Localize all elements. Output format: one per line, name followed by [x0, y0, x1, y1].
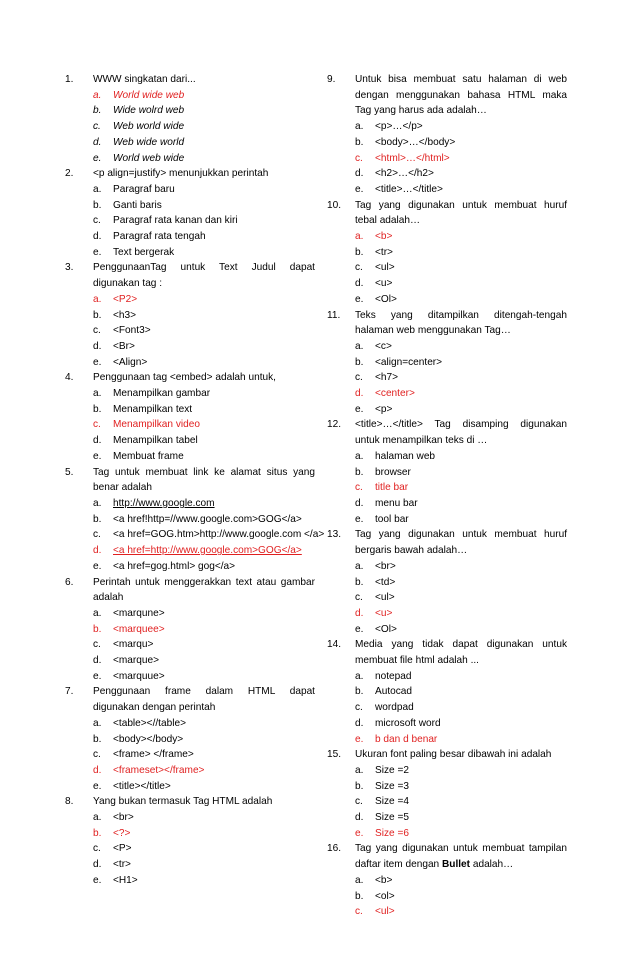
- option-letter: d.: [93, 859, 102, 871]
- option-text: <marqu>: [113, 639, 154, 651]
- answer-option: [65, 527, 325, 543]
- option-text: <u>: [375, 607, 393, 619]
- option-letter: c.: [355, 482, 363, 494]
- answer-option: [65, 213, 315, 229]
- left-column: [65, 72, 325, 889]
- question-text: [355, 841, 567, 872]
- answer-option: [65, 653, 315, 669]
- option-text: halaman web: [375, 450, 436, 462]
- option-letter: b.: [355, 686, 364, 698]
- option-text: Size =3: [375, 780, 409, 792]
- answer-option: [65, 873, 315, 889]
- option-text: <Font3>: [113, 325, 151, 337]
- option-letter: c.: [93, 639, 101, 651]
- option-letter: d.: [93, 340, 102, 352]
- question-number: 5.: [65, 466, 74, 478]
- answer-option: [327, 575, 567, 591]
- answer-option: [65, 402, 315, 418]
- question-number: 14.: [327, 639, 342, 651]
- option-letter: d.: [355, 388, 364, 400]
- option-letter: e.: [355, 827, 364, 839]
- option-text: Membuat frame: [113, 450, 184, 462]
- answer-option: [327, 622, 567, 638]
- option-letter: b.: [355, 136, 364, 148]
- answer-option: [65, 355, 315, 371]
- option-text: <?>: [113, 827, 131, 839]
- option-letter: a.: [93, 812, 102, 824]
- question-number: 16.: [327, 843, 342, 855]
- option-text: Size =4: [375, 796, 409, 808]
- answer-option-correct: [65, 543, 315, 559]
- answer-option: [327, 402, 567, 418]
- answer-option-correct: [327, 480, 567, 496]
- option-letter: c.: [355, 592, 363, 604]
- answer-option-correct: [65, 88, 315, 104]
- answer-option: [65, 433, 315, 449]
- question-item: [65, 260, 315, 291]
- option-letter: e.: [93, 246, 102, 258]
- question-number: 4.: [65, 372, 74, 384]
- answer-option-correct: [327, 904, 567, 920]
- option-letter: d.: [93, 655, 102, 667]
- option-letter: e.: [355, 513, 364, 525]
- option-text: Menampilkan text: [113, 403, 193, 415]
- question-item: [65, 166, 315, 182]
- answer-option: [65, 229, 315, 245]
- option-letter: b.: [93, 623, 102, 635]
- answer-option-correct: [327, 732, 567, 748]
- option-letter: a.: [355, 764, 364, 776]
- option-letter: a.: [355, 231, 364, 243]
- question-text: WWW singkatan dari...: [93, 74, 196, 85]
- option-letter: a.: [93, 293, 102, 305]
- option-text: <tr>: [113, 859, 131, 871]
- option-text: <ul>: [375, 592, 395, 604]
- question-text: Tag untuk membuat link ke alamat situs yang benar adalah: [93, 466, 315, 494]
- answer-option: [65, 559, 315, 575]
- option-letter: c.: [93, 749, 101, 761]
- question-text: Penggunaan frame dalam HTML dapat digunakan dengan perintah: [93, 686, 315, 714]
- answer-option-correct: [65, 763, 315, 779]
- answer-option: [327, 684, 567, 700]
- option-letter: a.: [355, 121, 364, 133]
- answer-option: [327, 889, 567, 905]
- answer-option: [327, 449, 567, 465]
- option-letter: b.: [93, 513, 102, 525]
- answer-option: [327, 119, 567, 135]
- option-text: Paragraf rata kanan dan kiri: [113, 215, 238, 227]
- option-text: <marqune>: [113, 607, 165, 619]
- answer-option: [65, 606, 315, 622]
- option-text: <title>…</title>: [375, 183, 443, 195]
- question-number: 10.: [327, 199, 342, 211]
- question-text: <title>…</title> Tag disamping digunakan untuk menampilkan teks di …: [355, 419, 567, 447]
- option-text: <b>: [375, 874, 393, 886]
- option-letter: c.: [93, 121, 101, 133]
- answer-option: [65, 857, 315, 873]
- option-text: <td>: [375, 576, 396, 588]
- answer-option: [65, 716, 315, 732]
- option-text: Ganti baris: [113, 199, 162, 211]
- option-letter: c.: [355, 702, 363, 714]
- option-letter: c.: [355, 262, 363, 274]
- option-text: <a href=gog.html> gog</a>: [113, 560, 236, 572]
- option-letter: b.: [93, 733, 102, 745]
- option-text: Paragraf rata tengah: [113, 231, 206, 243]
- option-text: notepad: [375, 670, 412, 682]
- question-number: 1.: [65, 74, 74, 85]
- option-text: Wide wolrd web: [113, 105, 185, 117]
- option-text: <tr>: [375, 246, 393, 258]
- answer-option: [327, 292, 567, 308]
- option-text: Menampilkan gambar: [113, 388, 211, 400]
- answer-option: [327, 559, 567, 575]
- question-number: 6.: [65, 576, 74, 588]
- option-text: <title></title>: [113, 780, 171, 792]
- answer-option-correct: [327, 386, 567, 402]
- question-number: 7.: [65, 686, 74, 698]
- option-letter: e.: [93, 560, 102, 572]
- option-letter: b.: [93, 403, 102, 415]
- question-item: [327, 747, 567, 763]
- option-text: tool bar: [375, 513, 409, 525]
- option-letter: d.: [355, 168, 364, 180]
- option-text: Size =5: [375, 812, 409, 824]
- option-text: menu bar: [375, 497, 418, 509]
- option-letter: e.: [93, 356, 102, 368]
- option-text: <h2>…</h2>: [375, 168, 434, 180]
- option-letter: c.: [355, 152, 363, 164]
- answer-option: [327, 779, 567, 795]
- option-letter: d.: [355, 607, 364, 619]
- question-number: 8.: [65, 796, 74, 808]
- option-letter: a.: [93, 388, 102, 400]
- answer-option-correct: [327, 151, 567, 167]
- option-letter: c.: [355, 372, 363, 384]
- question-text: <p align=justify> menunjukkan perintah: [93, 168, 269, 180]
- option-text: <Align>: [113, 356, 148, 368]
- question-text: Perintah untuk menggerakkan text atau gambar adalah: [93, 576, 315, 604]
- option-letter: a.: [93, 183, 102, 195]
- option-letter: a.: [355, 874, 364, 886]
- option-letter: e.: [93, 152, 102, 164]
- option-letter: d.: [355, 717, 364, 729]
- question-text: Penggunaan tag <embed> adalah untuk,: [93, 372, 276, 384]
- option-text: <Ol>: [375, 293, 397, 305]
- answer-option: [65, 151, 315, 167]
- question-text-bold: Bullet: [441, 859, 471, 871]
- question-item: [327, 72, 567, 119]
- option-text: <table><//table>: [113, 717, 186, 729]
- question-text: Untuk bisa membuat satu halaman di web dengan menggunakan bahasa HTML maka Tag yang harus ada adalah…: [355, 74, 567, 117]
- answer-option: [327, 276, 567, 292]
- answer-option: [65, 308, 315, 324]
- option-text: <P2>: [113, 293, 138, 305]
- option-letter: d.: [93, 435, 102, 447]
- option-letter: b.: [93, 827, 102, 839]
- option-letter: d.: [355, 812, 364, 824]
- answer-option: [327, 260, 567, 276]
- question-number: 3.: [65, 262, 74, 274]
- option-letter: a.: [355, 450, 364, 462]
- option-letter: b.: [355, 780, 364, 792]
- option-letter: a.: [355, 340, 364, 352]
- option-text: <center>: [375, 388, 415, 400]
- option-letter: b.: [355, 466, 364, 478]
- option-text: <p>…</p>: [375, 121, 423, 133]
- question-number: 11.: [327, 309, 341, 321]
- option-letter: b.: [93, 309, 102, 321]
- option-letter: a.: [93, 89, 102, 101]
- option-text: <br>: [113, 812, 134, 824]
- option-text: <body>…</body>: [375, 136, 456, 148]
- answer-option: [327, 339, 567, 355]
- option-text: <a href=GOG.htm>http://www.google.com </a>: [113, 529, 325, 541]
- option-letter: c.: [355, 906, 363, 918]
- option-letter: b.: [355, 890, 364, 902]
- option-letter: d.: [93, 764, 102, 776]
- question-item: [65, 370, 315, 386]
- option-letter: e.: [355, 403, 364, 415]
- question-item: [65, 575, 315, 606]
- option-letter: e.: [355, 293, 364, 305]
- option-text: <h7>: [375, 372, 399, 384]
- option-text: <a href!http=//www.google.com>GOG</a>: [113, 513, 302, 525]
- option-text: <marque>: [113, 655, 160, 667]
- answer-option: [327, 245, 567, 261]
- option-letter: e.: [93, 450, 102, 462]
- answer-option-correct: [327, 606, 567, 622]
- answer-option: [65, 245, 315, 261]
- option-link: <a href=http://www.google.com>GOG</a>: [113, 545, 302, 557]
- answer-option: [327, 669, 567, 685]
- answer-option: [65, 182, 315, 198]
- option-text: Paragraf baru: [113, 183, 175, 195]
- answer-option: [327, 716, 567, 732]
- answer-option-correct: [65, 622, 315, 638]
- answer-option: [65, 747, 315, 763]
- option-letter: e.: [93, 670, 102, 682]
- option-letter: e.: [355, 623, 364, 635]
- answer-option: [327, 465, 567, 481]
- option-text: <align=center>: [375, 356, 443, 368]
- option-text: <H1>: [113, 874, 138, 886]
- option-text: <ul>: [375, 906, 395, 918]
- option-text: <Ol>: [375, 623, 397, 635]
- option-letter: a.: [355, 670, 364, 682]
- option-letter: d.: [355, 278, 364, 290]
- option-letter: a.: [93, 717, 102, 729]
- question-number: 9.: [327, 74, 336, 85]
- option-text: <body></body>: [113, 733, 184, 745]
- option-text: <marquee>: [113, 623, 165, 635]
- answer-option: [327, 590, 567, 606]
- option-text: World wide web: [113, 89, 185, 101]
- option-letter: b.: [93, 105, 102, 117]
- question-item: [327, 308, 567, 339]
- answer-option: [327, 182, 567, 198]
- answer-option: [65, 339, 315, 355]
- option-letter: a.: [93, 607, 102, 619]
- option-text: <u>: [375, 278, 393, 290]
- option-text: <c>: [375, 340, 392, 352]
- question-number: 12.: [327, 419, 342, 431]
- option-letter: d.: [93, 136, 102, 148]
- answer-option: [65, 119, 315, 135]
- question-text-part: adalah…: [470, 859, 514, 871]
- answer-option: [65, 386, 315, 402]
- option-text: Web wide world: [113, 136, 185, 148]
- answer-option-correct: [327, 826, 567, 842]
- option-text: Autocad: [375, 686, 413, 698]
- option-text: Size =6: [375, 827, 409, 839]
- option-letter: d.: [355, 497, 364, 509]
- answer-option: [327, 700, 567, 716]
- answer-option: [65, 103, 315, 119]
- question-text: Yang bukan termasuk Tag HTML adalah: [93, 796, 273, 808]
- answer-option: [327, 166, 567, 182]
- option-letter: e.: [355, 183, 364, 195]
- option-text: <marquue>: [113, 670, 165, 682]
- question-text: Teks yang ditampilkan ditengah-tengah halaman web menggunakan Tag…: [355, 309, 567, 337]
- option-letter: c.: [93, 529, 101, 541]
- option-text: <frame> </frame>: [113, 749, 194, 761]
- option-text: <ul>: [375, 262, 395, 274]
- answer-option: [65, 637, 315, 653]
- question-text: Ukuran font paling besar dibawah ini adalah: [355, 749, 552, 761]
- question-text: Tag yang digunakan untuk membuat huruf tebal adalah…: [355, 199, 567, 227]
- option-letter: b.: [93, 199, 102, 211]
- option-letter: b.: [355, 356, 364, 368]
- answer-option: [327, 763, 567, 779]
- answer-option: [327, 810, 567, 826]
- answer-option: [327, 135, 567, 151]
- answer-option: [327, 355, 567, 371]
- option-letter: d.: [93, 231, 102, 243]
- answer-option: [65, 198, 315, 214]
- question-number: 15.: [327, 749, 342, 761]
- option-letter: c.: [355, 796, 363, 808]
- option-text: <br>: [375, 560, 396, 572]
- question-text: Tag yang digunakan untuk membuat huruf bergaris bawah adalah…: [355, 529, 567, 557]
- answer-option: [65, 512, 315, 528]
- option-letter: e.: [93, 874, 102, 886]
- answer-option: [65, 732, 315, 748]
- option-text: <p>: [375, 403, 393, 415]
- option-letter: d.: [93, 545, 102, 557]
- option-letter: b.: [355, 576, 364, 588]
- option-text: <b>: [375, 231, 393, 243]
- question-item: [327, 198, 567, 229]
- option-text: <ol>: [375, 890, 395, 902]
- answer-option-correct: [65, 292, 315, 308]
- option-text: <Br>: [113, 340, 135, 352]
- option-letter: e.: [355, 733, 364, 745]
- answer-option: [65, 810, 315, 826]
- option-letter: a.: [93, 497, 102, 509]
- answer-option: [327, 512, 567, 528]
- option-text: browser: [375, 466, 411, 478]
- answer-option: [65, 669, 315, 685]
- question-text: Media yang tidak dapat digunakan untuk membuat file html adalah ...: [355, 639, 567, 667]
- option-text: Web world wide: [113, 121, 185, 133]
- right-column: [327, 72, 567, 920]
- option-text: <frameset></frame>: [113, 764, 205, 776]
- option-text: microsoft word: [375, 717, 441, 729]
- option-letter: e.: [93, 780, 102, 792]
- question-item: [65, 794, 315, 810]
- option-letter: c.: [93, 215, 101, 227]
- option-letter: a.: [355, 560, 364, 572]
- option-letter: c.: [93, 843, 101, 855]
- question-number: 2.: [65, 168, 74, 180]
- option-letter: b.: [355, 246, 364, 258]
- answer-option: [65, 496, 315, 512]
- question-item: [65, 72, 315, 88]
- option-text: <P>: [113, 843, 132, 855]
- question-item: [327, 527, 567, 558]
- option-text: wordpad: [375, 702, 414, 714]
- question-number: 13.: [327, 529, 342, 541]
- question-item: [327, 637, 567, 668]
- answer-option-correct: [65, 417, 315, 433]
- question-item: [327, 417, 567, 448]
- question-text-part: Tag yang digunakan untuk membuat tampilan daftar item dengan: [355, 843, 567, 871]
- option-letter: c.: [93, 419, 101, 431]
- answer-option-correct: [327, 229, 567, 245]
- answer-option: [65, 135, 315, 151]
- option-link: http://www.google.com: [113, 497, 215, 509]
- answer-option: [65, 323, 315, 339]
- answer-option: [327, 873, 567, 889]
- answer-option: [65, 449, 315, 465]
- option-text: Menampilkan video: [113, 419, 200, 431]
- option-text: <h3>: [113, 309, 137, 321]
- answer-option-correct: [65, 826, 315, 842]
- option-text: title bar: [375, 482, 409, 494]
- answer-option: [327, 370, 567, 386]
- option-text: Menampilkan tabel: [113, 435, 198, 447]
- question-text: PenggunaanTag untuk Text Judul dapat digunakan tag :: [93, 262, 315, 290]
- option-text: b dan d benar: [375, 733, 438, 745]
- question-item: [65, 465, 315, 496]
- answer-option: [327, 496, 567, 512]
- answer-option: [327, 794, 567, 810]
- answer-option: [65, 779, 315, 795]
- option-text: World web wide: [113, 152, 185, 164]
- answer-option: [65, 841, 315, 857]
- option-text: Text bergerak: [113, 246, 175, 258]
- question-item: [327, 841, 567, 872]
- option-text: Size =2: [375, 764, 409, 776]
- question-item: [65, 684, 315, 715]
- option-letter: c.: [93, 325, 101, 337]
- option-text: <html>…</html>: [375, 152, 450, 164]
